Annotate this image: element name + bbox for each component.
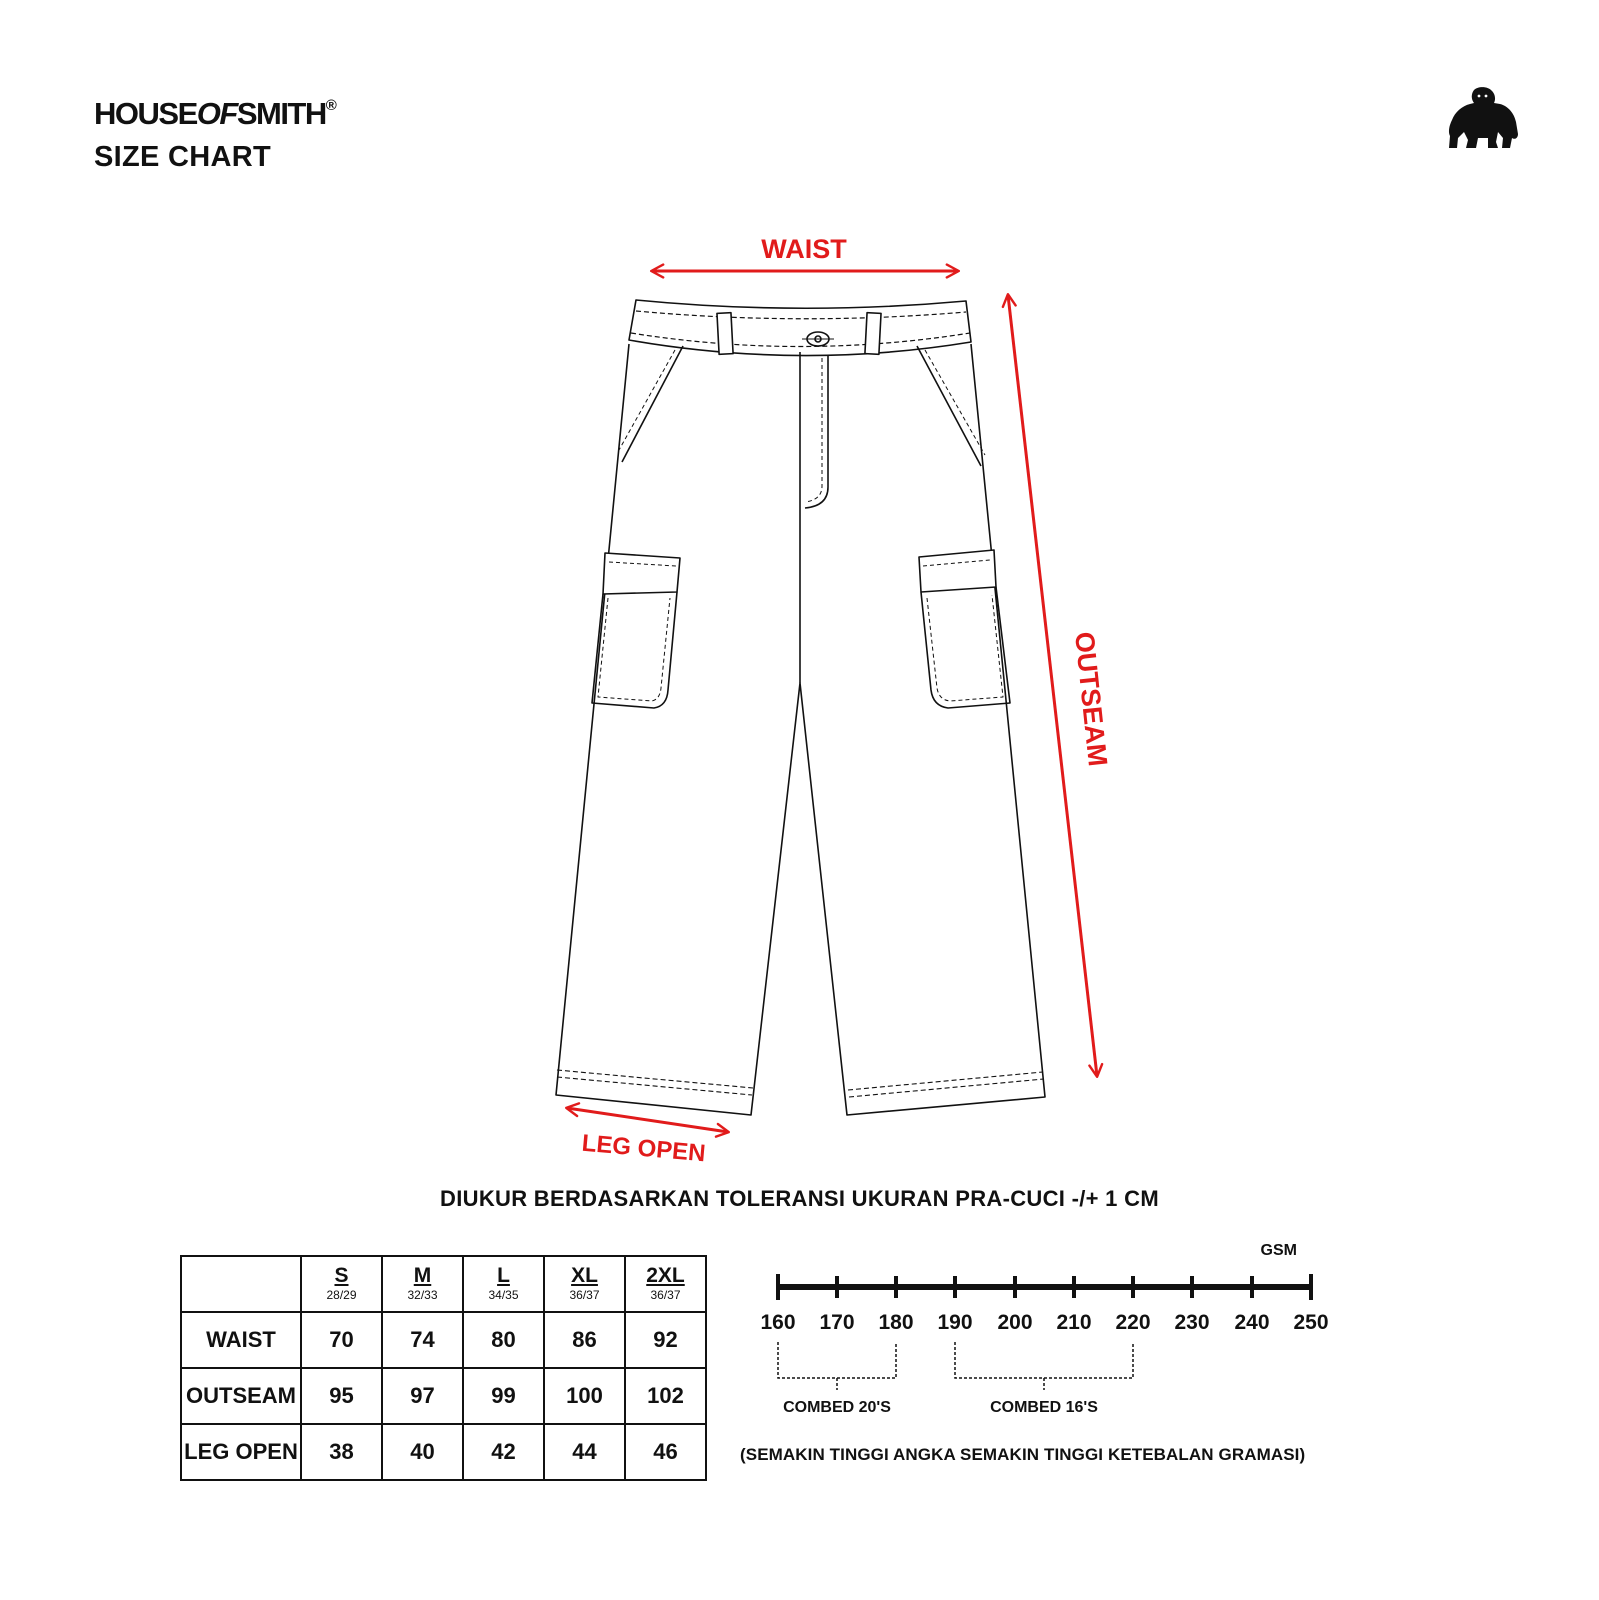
pants-outline	[556, 300, 1045, 1115]
size-code: XL	[571, 1264, 598, 1287]
gsm-tick-label: 210	[1056, 1311, 1092, 1334]
table-cell: 92	[625, 1312, 706, 1368]
leg-open-arrow	[567, 1108, 728, 1132]
table-cell: 102	[625, 1368, 706, 1424]
table-cell: 46	[625, 1424, 706, 1480]
size-header	[625, 1256, 706, 1312]
gsm-tick-label: 170	[819, 1311, 855, 1334]
size-fit: 34/35	[488, 1288, 519, 1302]
gsm-tick-label: 240	[1234, 1311, 1270, 1334]
gsm-scale	[740, 1230, 1360, 1470]
table-cell: 95	[301, 1368, 382, 1424]
outseam-label: OUTSEAM	[1068, 630, 1113, 768]
size-code: S	[334, 1264, 349, 1287]
table-header-row	[181, 1256, 706, 1312]
page-title: SIZE CHART	[94, 141, 271, 173]
size-header	[463, 1256, 544, 1312]
brand-of: OF	[196, 96, 237, 131]
range-bracket-combed-20s	[778, 1342, 896, 1390]
table-cell: 38	[301, 1424, 382, 1480]
table-cell: 100	[544, 1368, 625, 1424]
row-label: LEG OPEN	[181, 1424, 301, 1480]
measurement-note: DIUKUR BERDASARKAN TOLERANSI UKURAN PRA-CUCI -/+ 1 CM	[440, 1186, 1159, 1211]
range-label-combed-20s: COMBED 20'S	[783, 1399, 891, 1416]
range-bracket-combed-16s	[955, 1342, 1133, 1390]
table-row	[181, 1312, 706, 1368]
table-corner-cell	[181, 1256, 301, 1312]
size-header	[301, 1256, 382, 1312]
gsm-unit-label: GSM	[1260, 1242, 1297, 1259]
table-cell: 42	[463, 1424, 544, 1480]
size-code: L	[497, 1264, 510, 1287]
table-cell: 44	[544, 1424, 625, 1480]
gsm-tick-label: 160	[760, 1311, 796, 1334]
row-label: OUTSEAM	[181, 1368, 301, 1424]
size-table	[180, 1255, 707, 1481]
gsm-tick-label: 180	[878, 1311, 914, 1334]
size-code: 2XL	[646, 1264, 685, 1287]
range-label-combed-16s: COMBED 16'S	[990, 1399, 1098, 1416]
table-cell: 97	[382, 1368, 463, 1424]
row-label: WAIST	[181, 1312, 301, 1368]
gsm-tick-label: 220	[1115, 1311, 1151, 1334]
size-fit: 32/33	[407, 1288, 438, 1302]
gsm-tick-label: 190	[937, 1311, 973, 1334]
table-cell: 86	[544, 1312, 625, 1368]
table-cell: 70	[301, 1312, 382, 1368]
table-cell: 74	[382, 1312, 463, 1368]
brand-house: HOUSE	[94, 96, 197, 131]
leg-open-label: LEG OPEN	[580, 1129, 707, 1168]
table-cell: 80	[463, 1312, 544, 1368]
brand-smith: SMITH	[236, 96, 326, 131]
gsm-tick-label: 200	[997, 1311, 1033, 1334]
size-header	[544, 1256, 625, 1312]
table-row	[181, 1424, 706, 1480]
table-cell: 99	[463, 1368, 544, 1424]
size-code: M	[413, 1264, 432, 1287]
size-fit: 28/29	[326, 1288, 357, 1302]
size-fit: 36/37	[569, 1288, 600, 1302]
size-fit: 36/37	[650, 1288, 681, 1302]
gsm-footnote: (SEMAKIN TINGGI ANGKA SEMAKIN TINGGI KETEBALAN GRAMASI)	[740, 1445, 1306, 1464]
table-row	[181, 1368, 706, 1424]
gsm-tick-label: 250	[1293, 1311, 1329, 1334]
table-cell: 40	[382, 1424, 463, 1480]
gsm-tick-labels	[760, 1311, 1328, 1334]
size-header	[382, 1256, 463, 1312]
registered-mark: ®	[325, 97, 337, 114]
gsm-tick-label: 230	[1174, 1311, 1210, 1334]
waist-label: WAIST	[761, 234, 847, 264]
